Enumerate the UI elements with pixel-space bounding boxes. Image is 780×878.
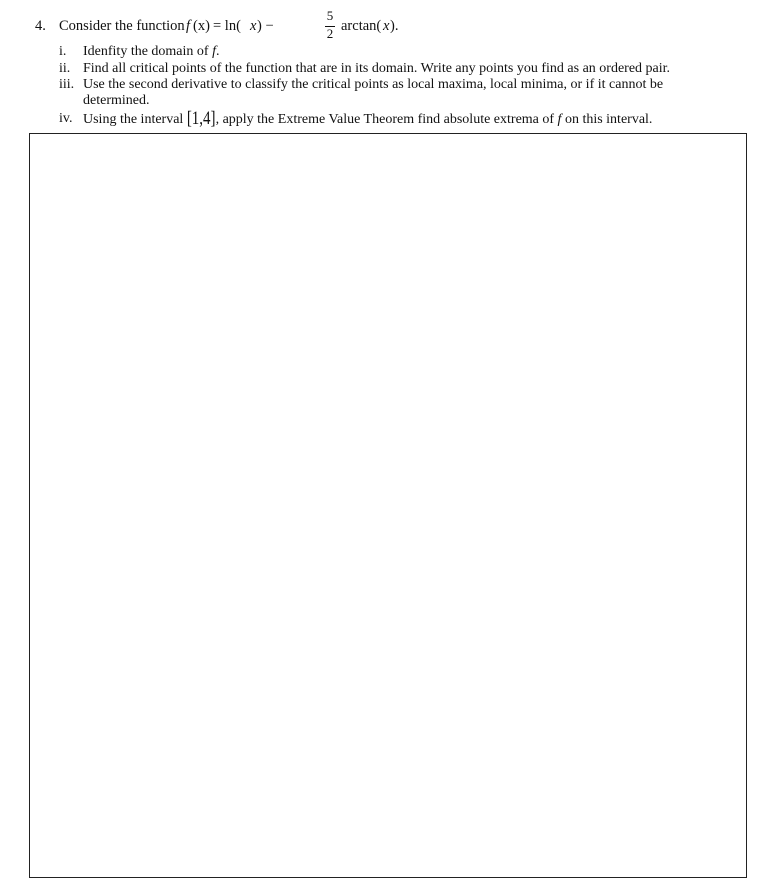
fraction-denominator: 2 xyxy=(326,26,334,41)
formula-arctan-var: x xyxy=(383,18,390,34)
formula-arctan: arctan( xyxy=(341,18,382,34)
formula-close-minus: ) − xyxy=(257,18,274,34)
part-text-line-1: Use the second derivative to classify the critical points as local maxima, local minima, or if it cannot be xyxy=(83,77,664,92)
part-text-line-2: determined. xyxy=(83,93,150,108)
part-marker: i. xyxy=(59,44,67,59)
part-marker: iv. xyxy=(59,111,73,126)
interval: [1,4] xyxy=(186,109,216,129)
part-text: Using the interval [1,4], apply the Extreme Value Theorem find absolute extrema of f on this interval. xyxy=(83,109,653,129)
question-number: 4. xyxy=(35,18,46,34)
formula-f-arg: (x) xyxy=(193,18,210,34)
fraction-numerator: 5 xyxy=(326,8,334,23)
formula-f: f xyxy=(186,18,191,34)
part-marker: ii. xyxy=(59,61,71,76)
question-intro: Consider the function xyxy=(59,18,185,34)
formula-arctan-close: ). xyxy=(390,18,399,34)
part-marker: iii. xyxy=(59,77,75,92)
part-text: Find all critical points of the function that are in its domain. Write any points you find as an ordered pair. xyxy=(83,61,671,76)
formula-equals-ln: = ln( xyxy=(213,18,241,34)
answer-box[interactable] xyxy=(29,133,747,878)
part-text: Idenfity the domain of f. xyxy=(83,44,220,59)
formula-ln-var: x xyxy=(250,18,257,34)
